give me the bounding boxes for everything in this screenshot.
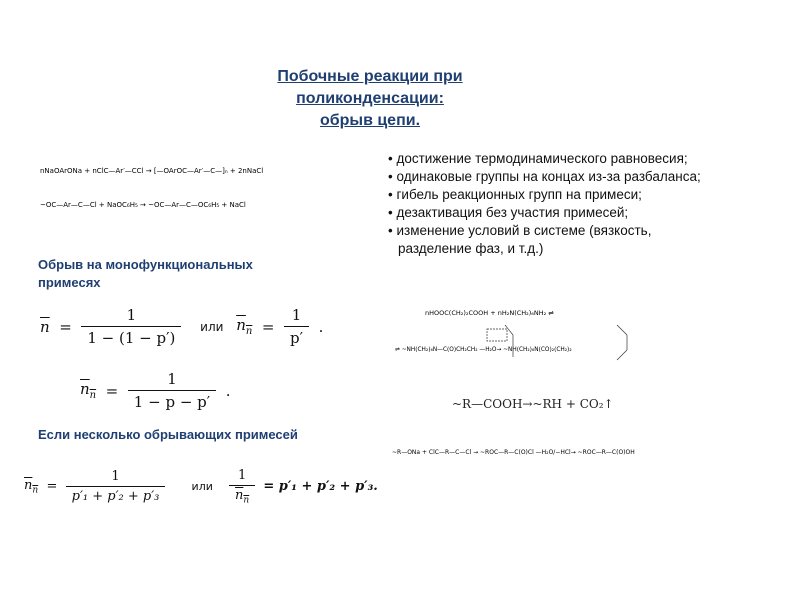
bullet-list [388,150,718,258]
bullet-item: • достижение термодинамического равновесия; [388,150,718,168]
eq1-lhs: $\overline{n}$ [40,317,50,336]
scheme-2-line-1: nHOOC(CH₂)₂COOH + nH₂N(CH₂)₆NH₂ ⇌ [425,309,554,317]
reaction-scheme-1 [40,155,380,225]
bullet-item: • дезактивация без участия примесей; [388,204,718,222]
scheme-4-text: ~R—ONa + ClC—R—C—Cl → ~ROC—R—C(O)Cl —H₂O/−HCl→ ~ROC—R—C(O)OH [392,449,635,456]
section-heading-several: Если несколько обрывающих примесей [38,427,298,442]
section-heading-monofunctional: Обрыв на монофункциональных примесях [38,257,253,290]
eq1b-lhs: $n_n$ [236,316,253,337]
scheme-1-line-2: ~OC—Ar—C—Cl + NaOC₆H₅ → ~OC—Ar—C—OC₆H₅ + NaCl [40,201,246,209]
eq2-fraction: $\frac{1}{1 - p - p'}$ [128,370,216,411]
eq3-lhs: $n_n$ [24,478,39,496]
reaction-scheme-2 [395,305,695,380]
bullet-item: • одинаковые группы на концах из-за разбаланса; [388,168,718,186]
bullet-item: • изменение условий в системе (вязкость, разделение фаз, и т.д.) [388,222,718,258]
or-word-2: или [191,480,213,494]
eq2-lhs: $n_n$ [80,380,97,401]
scheme-1-line-1: nNaOArONa + nClC—Ar′—CCl → [—OArOC—Ar′—C—]ₙ + 2nNaCl [40,167,264,175]
scheme-2-highlight-box [487,329,507,341]
equation-2: $n_n$ = $\frac{1}{1 - p - p'}$ . [80,370,231,411]
eq3b-fraction: $\frac{1}{n_n}$ [229,468,255,506]
title-line-1: Побочные реакции при [277,68,463,85]
eq3-rhs: = p′₁ + p′₂ + p′₃. [263,479,378,495]
equation-1: $\overline{n}$ = $\frac{1}{1 - (1 - p')}$ или $n_n$ = $\frac{1}{p'}$ . [40,306,324,347]
ring-bond [617,350,627,360]
ring-bond [505,325,513,335]
scheme-2-line-2: ⇌ ~NH(CH₂)₆N—C(O)CH₂CH₂ —H₂O→ ~NH(CH₂)₆N(CO)₂(CH₂)₂ [395,347,572,353]
eq1b-fraction: $\frac{1}{p'}$ [284,306,309,347]
title-line-3: обрыв цепи. [319,112,421,129]
eq1-fraction: $\frac{1}{1 - (1 - p')}$ [81,306,181,347]
title-line-2: поликонденсации: [296,90,444,107]
reaction-scheme-4 [392,438,712,474]
slide-title [220,66,520,132]
or-word-1: или [200,319,224,334]
reaction-scheme-3: ~R—COOH→~RH + CO₂↑ [452,397,614,411]
eq3-fraction: $\frac{1}{\text{p′₁ + p′₂ + p′₃}}$ [66,469,166,504]
bullet-item: • гибель реакционных групп на примеси; [388,186,718,204]
equation-3: $n_n$ = $\frac{1}{\text{p′₁ + p′₂ + p′₃}}$ или $\frac{1}{n_n}$ = p′₁ + p′₂ + p′₃. [24,468,378,506]
ring-bond [617,325,627,335]
